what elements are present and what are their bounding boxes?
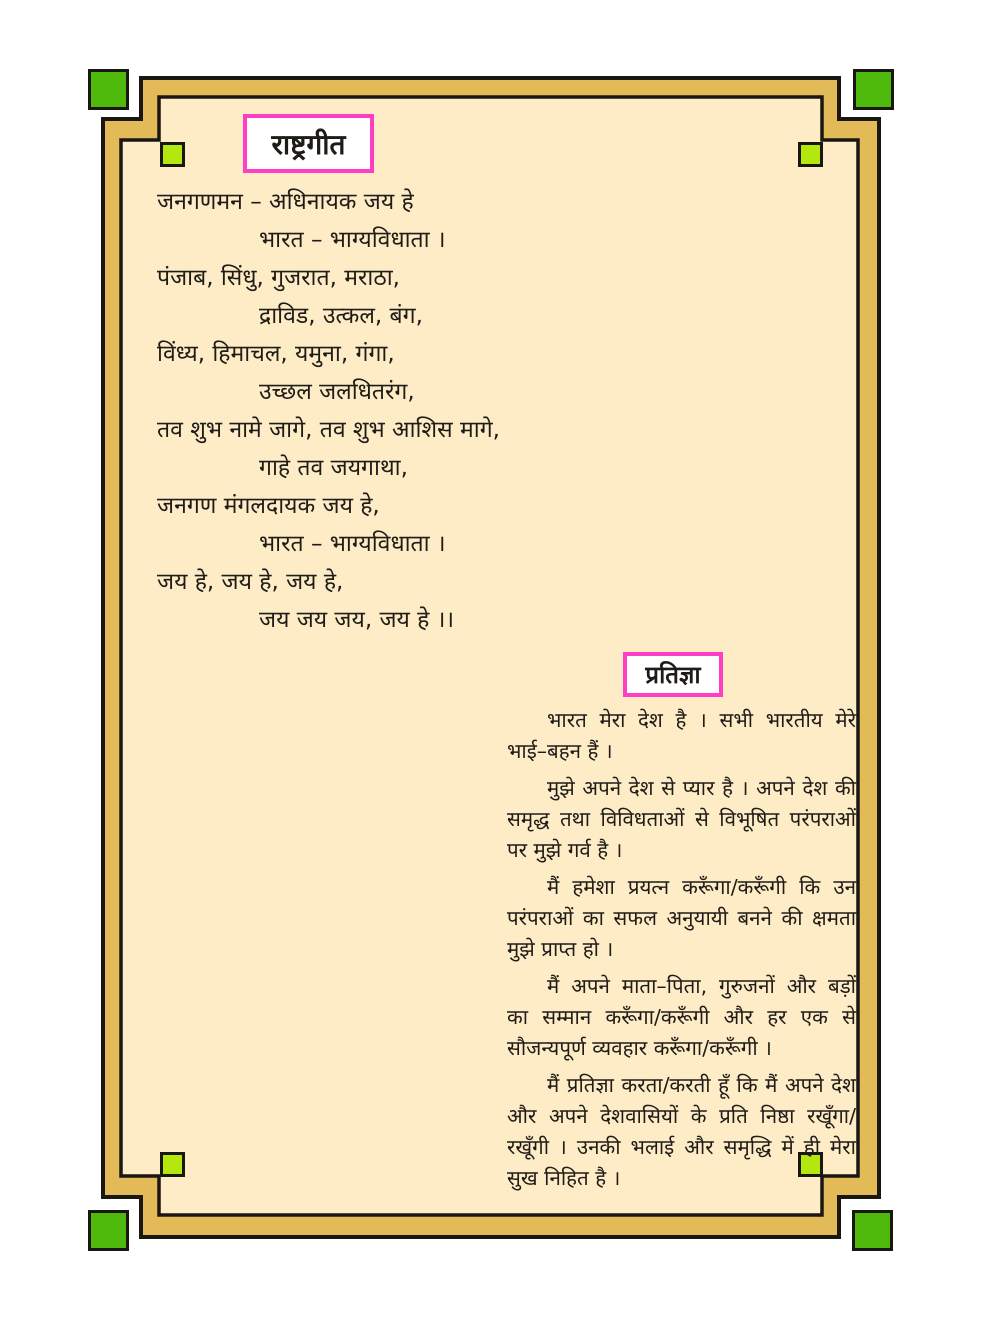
pledge-paragraph: मैं प्रतिज्ञा करता/करती हूँ कि मैं अपने देश और अपने देशवासियों के प्रति निष्ठा रखूँगा/रखूँगी । उनकी भलाई और समृद्धि में ही मेरा सुख निहित है । xyxy=(507,1073,856,1190)
song-title-box xyxy=(243,114,374,173)
accent-square-top-left xyxy=(160,142,185,167)
song-line: तव शुभ नामे जागे, तव शुभ आशिस मागे, xyxy=(157,417,500,443)
accent-square-bottom-left xyxy=(160,1152,185,1177)
song-line: विंध्य, हिमाचल, यमुना, गंगा, xyxy=(157,341,395,367)
pledge-paragraph: मैं अपने माता–पिता, गुरुजनों और बड़ों का सम्मान करूँगा/करूँगी और हर एक से सौजन्यपूर्ण व्यवहार करूँगा/करूँगी । xyxy=(507,974,856,1060)
song-title: राष्ट्रगीत xyxy=(271,127,346,161)
corner-square-bottom-left xyxy=(88,1210,129,1251)
pledge-title-box xyxy=(623,652,723,697)
corner-square-bottom-right xyxy=(852,1210,893,1251)
corner-square-top-right xyxy=(853,69,894,110)
song-line: गाहे तव जयगाथा, xyxy=(259,455,408,481)
song-line: जनगण मंगलदायक जय हे, xyxy=(157,493,380,519)
song-line: जनगणमन – अधिनायक जय हे xyxy=(157,189,414,215)
accent-square-top-right xyxy=(798,142,823,167)
pledge-title: प्रतिज्ञा xyxy=(645,661,701,689)
song-line: भारत – भाग्यविधाता । xyxy=(259,531,446,557)
song-line: द्राविड, उत्कल, बंग, xyxy=(259,303,423,329)
pledge-paragraph: मैं हमेशा प्रयत्न करूँगा/करूँगी कि उन परंपराओं का सफल अनुयायी बनने की क्षमता मुझे प्राप्त हो । xyxy=(507,875,856,961)
song-line: पंजाब, सिंधु, गुजरात, मराठा, xyxy=(157,265,400,291)
pledge-text xyxy=(507,705,856,1200)
song-line: भारत – भाग्यविधाता । xyxy=(259,227,446,253)
song-line: जय हे, जय हे, जय हे, xyxy=(157,569,344,595)
song-line: जय जय जय, जय हे ।। xyxy=(259,607,455,633)
pledge-paragraph: भारत मेरा देश है । सभी भारतीय मेरे भाई–बहन हैं । xyxy=(507,708,856,763)
song-line: उच्छल जलधितरंग, xyxy=(259,379,415,405)
pledge-paragraph: मुझे अपने देश से प्यार है । अपने देश की समृद्ध तथा विविधताओं से विभूषित परंपराओं पर मुझे गर्व है । xyxy=(507,776,856,862)
national-song-text xyxy=(157,183,500,639)
corner-square-top-left xyxy=(88,69,129,110)
